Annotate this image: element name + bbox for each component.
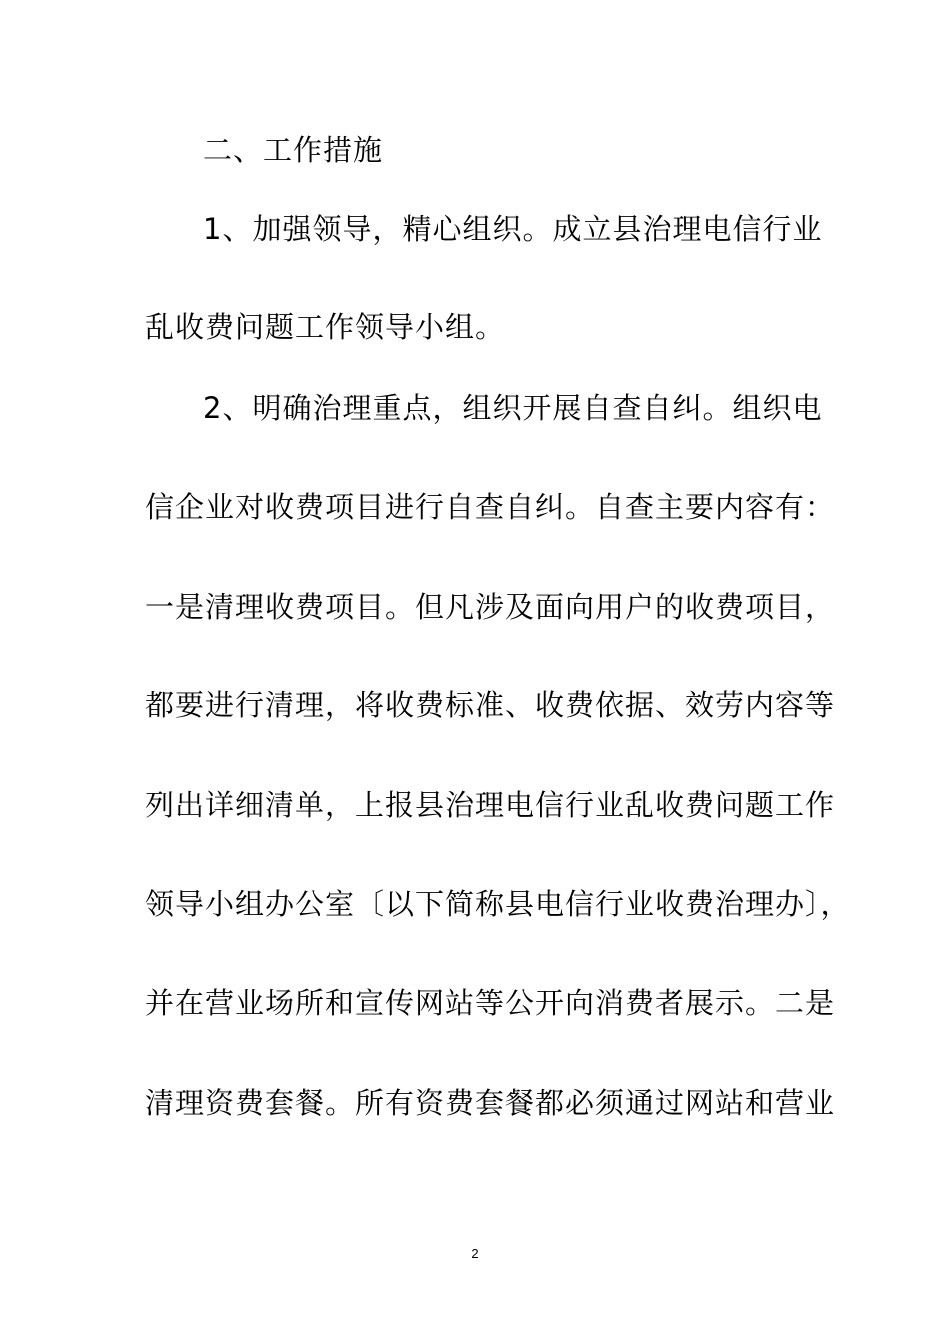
paragraph-line: 领导小组办公室〔以下简称县电信行业收费治理办〕， (145, 887, 851, 921)
paragraph-line: 列出详细清单，上报县治理电信行业乱收费问题工作 (145, 788, 836, 822)
paragraph-line: 信企业对收费项目进行自查自纠。自查主要内容有： (145, 490, 836, 524)
paragraph-line: 清理资费套餐。所有资费套餐都必须通过网站和营业 (145, 1086, 836, 1120)
paragraph-line: 并在营业场所和宣传网站等公开向消费者展示。二是 (145, 986, 836, 1020)
paragraph-line: 2、明确治理重点，组织开展自查自纠。组织电 (203, 391, 823, 425)
paragraph-line: 一是清理收费项目。但凡涉及面向用户的收费项目， (145, 590, 836, 624)
paragraph-line: 都要进行清理，将收费标准、收费依据、效劳内容等 (145, 688, 836, 722)
section-heading: 二、工作措施 (203, 133, 384, 167)
paragraph-line: 乱收费问题工作领导小组。 (145, 310, 506, 344)
paragraph-line: 1、加强领导，精心组织。成立县治理电信行业 (203, 212, 823, 246)
page-number: 2 (471, 1246, 479, 1261)
